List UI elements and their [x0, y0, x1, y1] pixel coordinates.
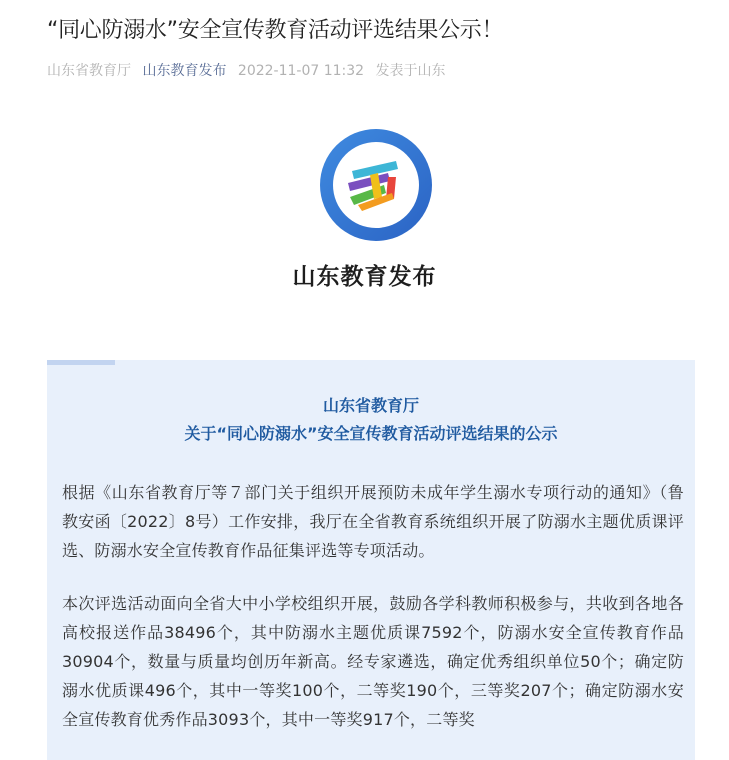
publish-datetime: 2022-11-07 11:32 [237, 63, 365, 79]
brand-logo [318, 127, 434, 243]
account-link[interactable]: 山东教育发布 [142, 63, 227, 79]
notice-paragraph: 本次评选活动面向全省大中小学校组织开展，鼓励各学科教师积极参与，共收到各地各高校报送作品38496个，其中防溺水主题优质课7592个，防溺水安全宣传教育作品30904个，数量与质量均创历年新高。经专家遴选，确定优秀组织单位50个；确定防溺水优质课496个，其中一等奖100个，二等奖190个，三等奖207个；确定防溺水安全宣传教育优秀作品3093个，其中一等奖917个，二等奖 [62, 594, 684, 729]
article-meta [47, 60, 453, 82]
notice-issuer: 山东省教育厅 [322, 396, 419, 415]
source-label: 山东省教育厅 [47, 63, 131, 79]
brand-name: 山东教育发布 [292, 263, 437, 290]
brand-logo-icon [318, 127, 434, 243]
notice-accent-bar [47, 360, 115, 365]
publish-location: 发表于山东 [375, 63, 446, 79]
notice-heading: 关于“同心防溺水”安全宣传教育活动评选结果的公示 [184, 424, 558, 443]
notice-paragraph: 根据《山东省教育厅等７部门关于组织开展预防未成年学生溺水专项行动的通知》（鲁教安函〔2022〕8号）工作安排，我厅在全省教育系统组织开展了防溺水主题优质课评选、防溺水安全宣传教育作品征集评选等专项活动。 [62, 483, 684, 560]
article-title: “同心防溺水”安全宣传教育活动评选结果公示！ [47, 18, 504, 43]
